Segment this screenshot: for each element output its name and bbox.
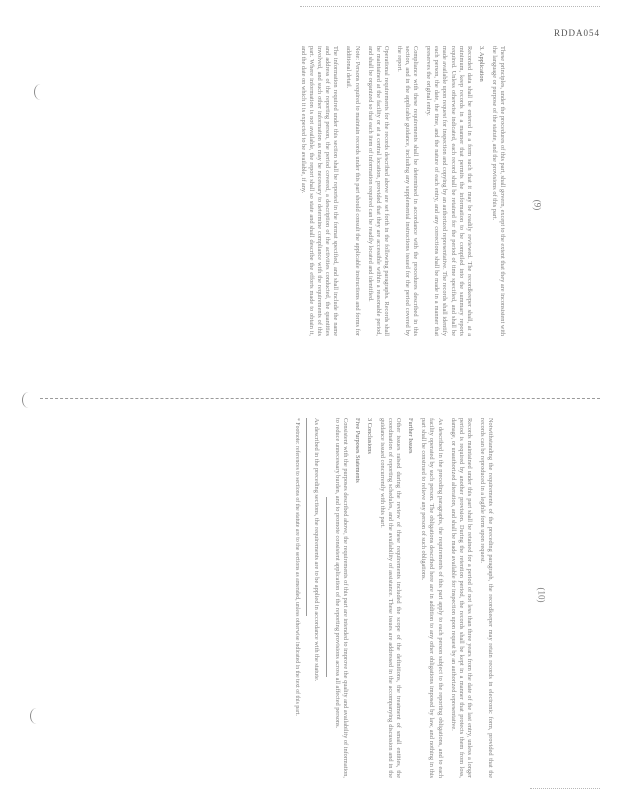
paragraph: Operational requirements for the records described above are set forth in the following paragraphs. Records shall be maintained at the facility or at a central location, provided that they are accessible within a reasonable period, and shall be organized so that each item of information required can be readily located and identified. (366, 46, 390, 336)
note-paragraph: Note: Persons required to maintain records under this part should consult the applicable instructions and forms for additional detail. (345, 46, 361, 336)
upper-text-column (76, 46, 506, 336)
binder-hole-mark (22, 392, 35, 408)
paragraph: Compliance with these requirements shall be determined in accordance with the procedures described in this section, and in the applicable guidance, including any supplemental instructions issued for the period covered by the report. (395, 46, 420, 336)
subsection-heading: Five Purposes Statements (353, 418, 361, 483)
scan-edge-top (300, 6, 600, 7)
paragraph: The information required under this section shall be reported in the format specified, and shall include the name and address of the reporting person, the period covered, a description of the activities conducted, the quantities involved, and such other information as may be necessary to determine compliance with the requirements of this part. Where information is not available, the report shall so state and shall describe the efforts made to obtain it, and the date on which it is expected to be available, if any. (300, 46, 340, 336)
paragraph: Notwithstanding the requirements of the preceding paragraph, the recordkeeper may retain records in electronic form, provided that the records can be reproduced in a legible form upon request. (478, 418, 494, 778)
footnote-rule (306, 418, 307, 616)
page-fold-divider (40, 398, 600, 399)
signature-line (327, 497, 328, 677)
section-heading: Further Issues (407, 418, 415, 454)
page-number-upper: (9) (532, 199, 543, 211)
paragraph: Consistent with the purposes described above, the requirements of this part are intended to improve the quality and availability of information, to reduce unnecessary burden, and to promote consistent application of the reporting provisions across all affected persons. (333, 418, 349, 778)
paragraph: As described in the preceding paragraphs, the requirements of this part apply to each person subject to the reporting obligations, and to each facility operated by such person. The obligations described here are in addition to any other obligations imposed by law, and nothing in this part shall be construed to relieve any person of such obligations. (420, 418, 444, 778)
document-id: RDDA054 (553, 28, 600, 38)
lower-text-column (74, 418, 494, 778)
paragraph: Recorded data shall be entered in a form such that it may be readily reviewed. The recordkeeper shall, at a minimum, keep records in a manner that permits the information to be compiled into the summary reports required. Unless otherwise indicated, each record shall be retained for the period of time specified, and shall be made available upon request for inspection and copying by an authorized representative. The records shall identify each person, the date, the time, and the nature of each entry, and any corrections shall be made in a manner that preserves the original entry. (425, 46, 473, 336)
section-heading: 3. Application (477, 46, 485, 82)
binder-hole-mark (34, 84, 47, 100)
paragraph: As described in the preceding sections, the requirements are to be applied in accordance with the statute. (313, 418, 321, 682)
paragraph: Records maintained under this part shall be retained for a period of not less than three years from the date of the last entry, unless a longer period is required by another provision. During the retention period, the records shall be kept in a manner that protects them from loss, damage, or unauthorized alteration, and shall be made available for inspection upon request by an authorized representative. (449, 418, 473, 778)
paragraph: These principles, under the procedures of this part, shall govern, except to the extent that they are inconsistent with the language or purpose of the statute, and the provisions of this part. (490, 46, 506, 336)
footnote: * Footnote: references to sections of the statute are to the sections as amended, unless otherwise indicated in the text of this part. (294, 418, 301, 716)
binder-hole-mark (30, 708, 43, 724)
section-heading: 3 Conclusions (365, 418, 373, 454)
page-number-lower: (10) (536, 587, 547, 603)
paragraph: Other issues raised during the review of these requirements included the scope of the definitions, the treatment of small entities, the coordination of reporting schedules, and the availability of assistance. These issues are addressed in the accompanying discussion and in the guidance issued concurrently with this part. (378, 418, 403, 778)
scan-edge-bottom (530, 788, 600, 789)
